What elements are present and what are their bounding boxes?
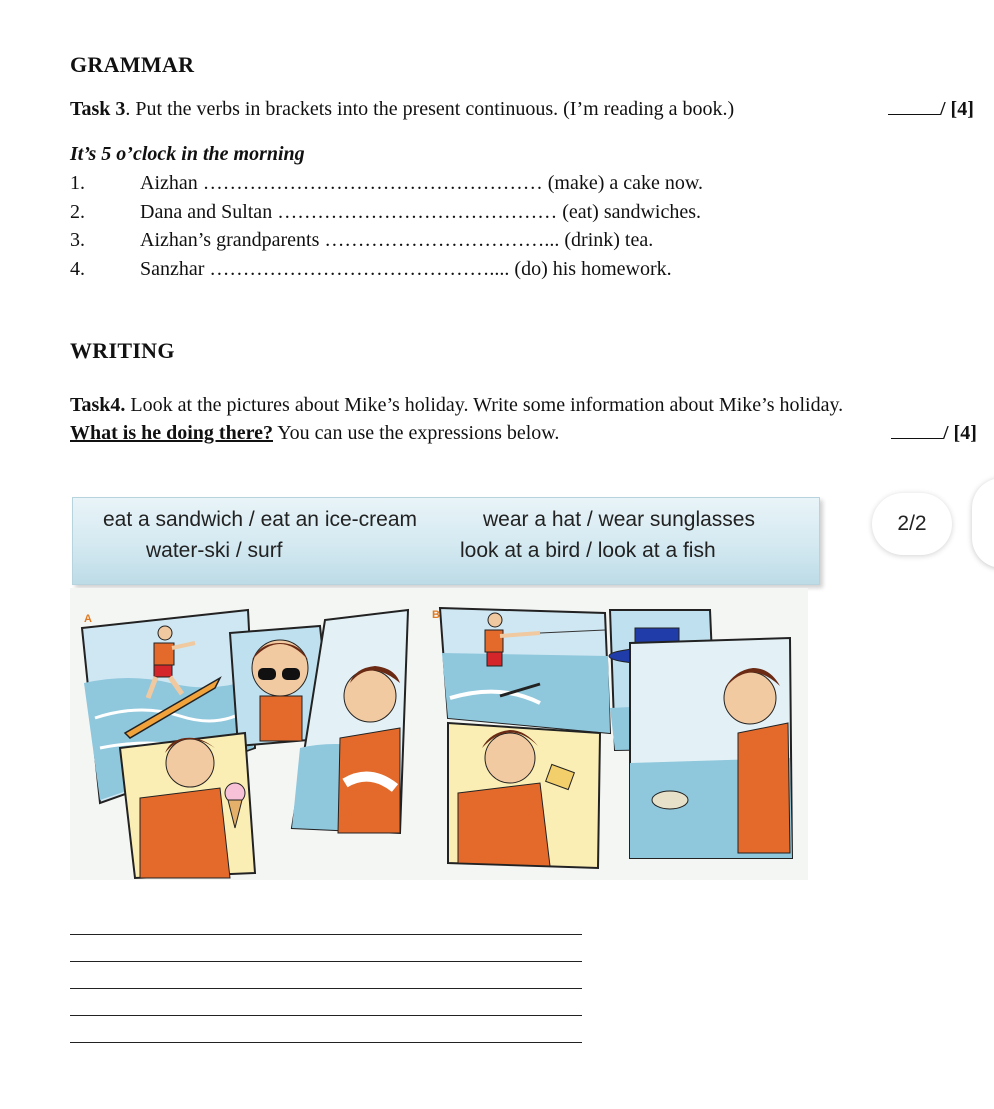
task3-score bbox=[888, 98, 974, 121]
answer-line-2[interactable] bbox=[70, 961, 582, 962]
item-blank: ……………………………... bbox=[324, 229, 560, 251]
item-number: 2. bbox=[70, 201, 85, 223]
task3-title: Task 3 bbox=[70, 98, 126, 120]
task3-instruction bbox=[70, 98, 734, 121]
task4-title: Task4. bbox=[70, 394, 126, 416]
task4-instruction bbox=[70, 394, 843, 417]
grammar-heading: GRAMMAR bbox=[70, 52, 195, 77]
expression-eat: eat a sandwich / eat an ice-cream bbox=[103, 508, 417, 531]
task3-text: . Put the verbs in brackets into the present continuous. (I’m reading a book.) bbox=[125, 98, 735, 120]
answer-line-5[interactable] bbox=[70, 1042, 582, 1043]
expression-water-ski: water-ski / surf bbox=[146, 539, 283, 562]
item-verb: (do) his homework. bbox=[514, 258, 672, 280]
panel-a-ice-cream bbox=[120, 733, 255, 878]
item-sentence bbox=[140, 201, 701, 224]
expression-wear: wear a hat / wear sunglasses bbox=[483, 508, 755, 531]
item-subject: Aizhan bbox=[140, 172, 198, 194]
task4-score-value: / [4] bbox=[943, 422, 977, 444]
item-subject: Aizhan’s grandparents bbox=[140, 229, 320, 251]
task3-score-value: / [4] bbox=[940, 98, 974, 120]
item-blank: …………………………………….... bbox=[209, 258, 510, 280]
label-b: B bbox=[432, 609, 440, 621]
task3-context: It’s 5 o’clock in the morning bbox=[70, 143, 305, 165]
task4-question-line bbox=[70, 422, 559, 445]
item-blank: …………………………………………… bbox=[202, 172, 543, 194]
score-blank bbox=[888, 114, 940, 115]
answer-line-3[interactable] bbox=[70, 988, 582, 989]
panel-b-sandwich bbox=[448, 723, 600, 868]
item-verb: (eat) sandwiches. bbox=[562, 201, 702, 223]
expression-look: look at a bird / look at a fish bbox=[460, 539, 716, 562]
item-number: 4. bbox=[70, 258, 85, 280]
item-number: 3. bbox=[70, 229, 85, 251]
item-verb: (drink) tea. bbox=[564, 229, 654, 251]
task4-text: Look at the pictures about Mike’s holiday. Write some information about Mike’s holiday. bbox=[125, 394, 844, 416]
label-a: A bbox=[84, 613, 92, 625]
task4-question-rest: You can use the expressions below. bbox=[272, 422, 560, 444]
item-sentence bbox=[140, 258, 672, 281]
page-indicator: 2/2 bbox=[872, 493, 952, 555]
answer-line-4[interactable] bbox=[70, 1015, 582, 1016]
expressions-box bbox=[72, 497, 820, 585]
holiday-illustration bbox=[70, 588, 808, 880]
item-subject: Sanzhar bbox=[140, 258, 205, 280]
item-verb: (make) a cake now. bbox=[547, 172, 704, 194]
item-sentence bbox=[140, 172, 703, 195]
task4-score bbox=[891, 422, 977, 445]
answer-line-1[interactable] bbox=[70, 934, 582, 935]
score-blank bbox=[891, 438, 943, 439]
item-sentence bbox=[140, 229, 653, 252]
item-subject: Dana and Sultan bbox=[140, 201, 273, 223]
item-blank: …………………………………… bbox=[277, 201, 558, 223]
item-number: 1. bbox=[70, 172, 85, 194]
task4-question: What is he doing there? bbox=[70, 422, 273, 444]
panel-b-fish bbox=[630, 638, 792, 858]
scroll-handle[interactable] bbox=[972, 478, 994, 568]
writing-heading: WRITING bbox=[70, 338, 175, 363]
panel-b-water-ski bbox=[440, 608, 610, 733]
